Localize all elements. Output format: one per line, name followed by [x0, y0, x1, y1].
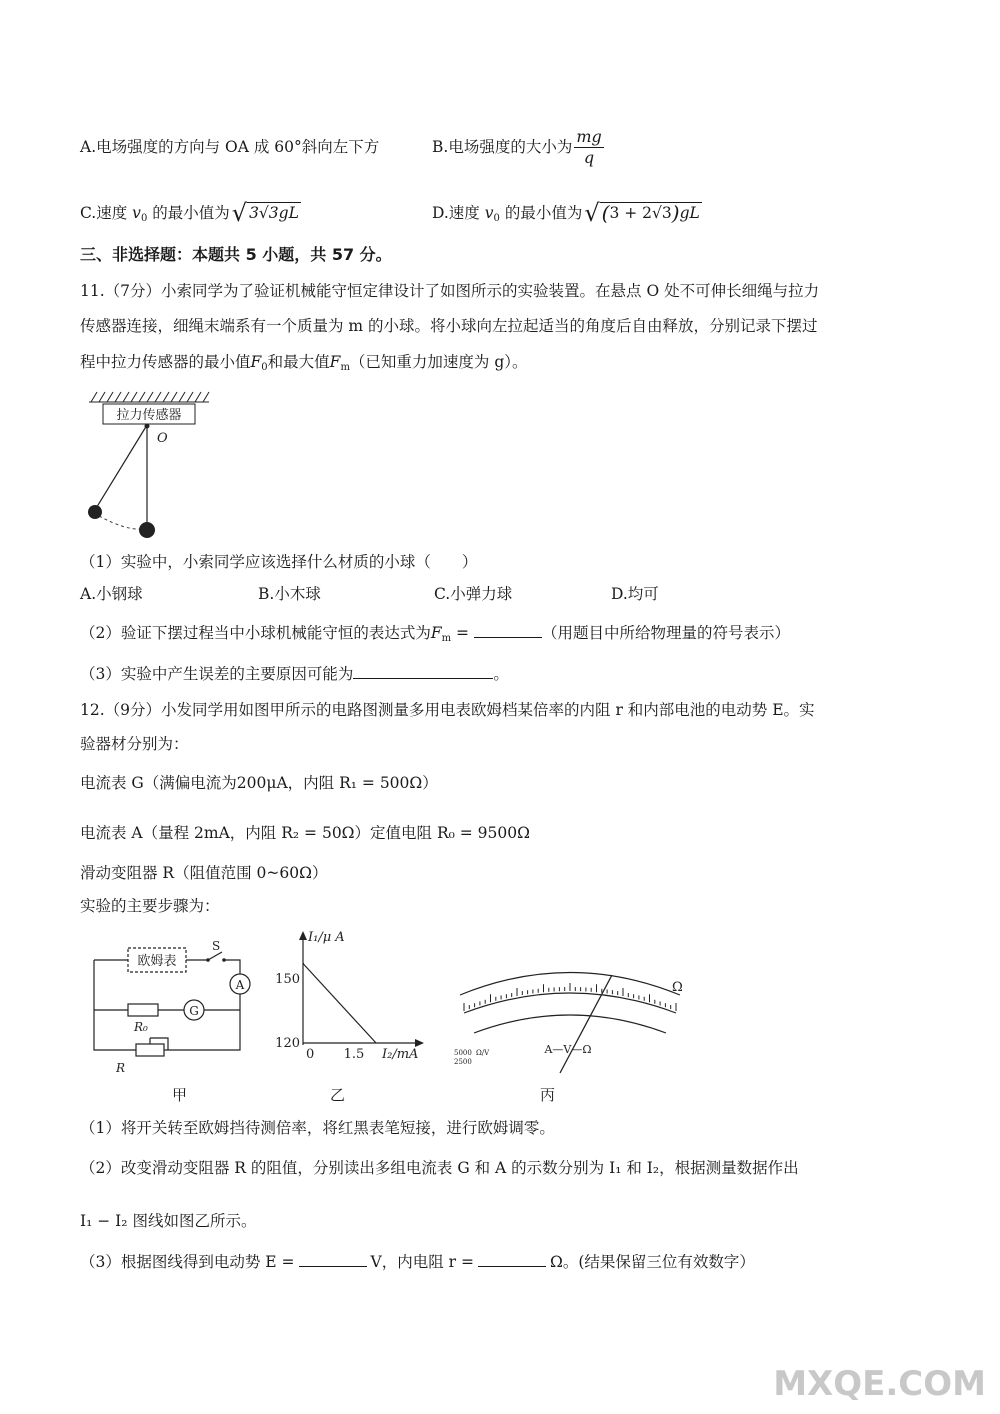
answer-blank[interactable] [474, 623, 542, 638]
x-tick-0: 0 [306, 1047, 315, 1062]
q12-material-3: 滑动变阻器 R（阻值范围 0~60Ω） [80, 864, 328, 882]
var-f-sub: m [340, 362, 350, 373]
ohmmeter-label: 欧姆表 [137, 954, 177, 969]
sqrt-icon: √ [231, 199, 248, 227]
label-5000: 5000 [454, 1049, 472, 1057]
option-c [80, 199, 301, 230]
var-f: F [250, 353, 262, 371]
watermark: MXQE.COM [773, 1364, 986, 1404]
caption-bing: 丙 [540, 1086, 556, 1104]
q11-part-3-a: （3）实验中产生误差的主要原因可能为 [80, 665, 354, 683]
multimeter-dial [450, 955, 690, 1080]
switch-blade [208, 952, 222, 960]
var-v-sub: 0 [493, 213, 500, 224]
answer-blank-e[interactable] [299, 1252, 367, 1267]
y-axis-label: I₁/μ A [308, 930, 345, 945]
label-2500: 2500 [454, 1058, 472, 1066]
q12-step-2-cont: I₁ − I₂ 图线如图乙所示。 [80, 1212, 257, 1230]
var-f-sub: m [441, 633, 452, 644]
radicand-inner: 3 + 2√3 [609, 204, 672, 222]
q11-line-3 [80, 351, 528, 379]
option-d-mid: 的最小值为 [504, 204, 583, 222]
q12-step-3 [80, 1251, 755, 1273]
x-tick-1-5: 1.5 [343, 1047, 365, 1062]
var-v: v [484, 204, 494, 222]
q11-part-2-a: （2）验证下摆过程当中小球机械能守恒的表达式为 [80, 624, 431, 642]
dial-arc-mid [464, 993, 676, 1013]
sqrt-icon: √ [584, 199, 600, 227]
x-axis-label: I₂/mA [382, 1047, 419, 1062]
x-axis-arrow-icon [415, 1039, 424, 1047]
r-label: R [116, 1061, 126, 1075]
wire-right [164, 994, 240, 1050]
q12-step-2: （2）改变滑动变阻器 R 的阻值，分别读出多组电流表 G 和 A 的示数分别为 I₁ 和 I₂，根据测量数据作出 [80, 1159, 799, 1177]
fraction-mg-over-q [574, 127, 603, 168]
q11-opt-a: A.小钢球 [80, 585, 143, 603]
switch-node [206, 958, 210, 962]
q11-opt-b: B.小木球 [258, 585, 321, 603]
caption-yi: 乙 [330, 1086, 346, 1104]
resistor-r0 [128, 1004, 158, 1016]
fraction-denominator: q [583, 147, 595, 167]
label-ohm-v: Ω/V [476, 1049, 490, 1057]
q11-part-2 [80, 622, 790, 650]
dial-arc-inner [474, 1015, 666, 1033]
q11-line-1: 11.（7分）小索同学为了验证机械能守恒定律设计了如图所示的实验装置。在悬点 O 处不可伸长细绳与拉力 [80, 282, 820, 300]
pendulum-figure [85, 388, 215, 543]
y-tick-120: 120 [275, 1036, 300, 1051]
i1-i2-graph [270, 925, 430, 1075]
omega-label: Ω [672, 980, 683, 995]
q11-line-3-b: 和最大值 [267, 353, 330, 371]
data-line [303, 964, 376, 1044]
option-c-label: C.速度 [80, 204, 128, 222]
radicand: 3√3gL [249, 204, 299, 222]
fraction-numerator: mg [576, 126, 602, 146]
q11-opt-d: D.均可 [611, 585, 659, 603]
q12-step-3-c: Ω。(结果保留三位有效数字） [549, 1253, 755, 1271]
option-a: A.电场强度的方向与 OA 成 60°斜向左下方 [80, 138, 380, 156]
var-f: F [430, 624, 442, 642]
pivot-label-o: O [157, 431, 168, 446]
string-left [95, 425, 147, 510]
q12-material-1: 电流表 G（满偏电流为200μA，内阻 R₁ = 500Ω） [80, 774, 438, 792]
y-axis-arrow-icon [299, 931, 307, 940]
q11-part-3 [80, 663, 509, 685]
caption-jia: 甲 [172, 1086, 188, 1104]
q11-opt-c: C.小弹力球 [434, 585, 513, 603]
ceiling-hatch [89, 392, 209, 402]
q12-step-1: （1）将开关转至欧姆挡待测倍率，将红黑表笔短接，进行欧姆调零。 [80, 1119, 555, 1137]
option-c-mid: 的最小值为 [152, 204, 230, 222]
answer-blank[interactable] [353, 664, 493, 679]
var-f-sub: 0 [261, 362, 268, 373]
wire-left [94, 960, 136, 1050]
option-b [432, 122, 604, 172]
var-v-sub: 0 [140, 213, 148, 224]
q12-step-3-b: V，内电阻 r = [370, 1253, 474, 1271]
y-tick-150: 150 [275, 972, 300, 987]
var-v: v [132, 204, 141, 222]
circuit-diagram [88, 938, 263, 1078]
r0-label: R₀ [134, 1020, 148, 1034]
option-b-label: B.电场强度的大小为 [432, 138, 573, 156]
q12-step-3-a: （3）根据图线得到电动势 E = [80, 1253, 295, 1271]
q12-line-1: 12.（9分）小发同学用如图甲所示的电路图测量多用电表欧姆档某倍率的内阻 r 和内部电池的电动势 E。实 [80, 701, 815, 719]
equals-sign: = [451, 624, 474, 642]
q12-line-2: 验器材分别为： [80, 735, 189, 753]
switch-node [222, 958, 226, 962]
q11-part-3-b: 。 [493, 665, 509, 683]
ball-left [88, 505, 102, 519]
rheostat-r [136, 1044, 164, 1056]
q11-line-3-a: 程中拉力传感器的最小值 [80, 353, 251, 371]
sensor-label: 拉力传感器 [116, 408, 182, 423]
dial-ticks [464, 983, 676, 1011]
var-f: F [329, 353, 341, 371]
pivot-point [145, 424, 150, 429]
radicand: (3 + 2√3)gL [601, 201, 700, 225]
option-d-label: D.速度 [432, 204, 480, 222]
section-header: 三、非选择题：本题共 5 小题，共 57 分。 [80, 245, 392, 264]
q11-line-2: 传感器连接，细绳末端系有一个质量为 m 的小球。将小球向左拉起适当的角度后自由释放，分别记录下摆过 [80, 317, 818, 335]
q12-material-2: 电流表 A（量程 2mA，内阻 R₂ = 50Ω）定值电阻 R₀ = 9500Ω [80, 824, 530, 842]
q12-steps-heading: 实验的主要步骤为： [80, 897, 220, 915]
galvanometer-label: G [189, 1004, 199, 1018]
q11-line-3-c: （已知重力加速度为 g）。 [349, 353, 528, 371]
avo-label: A—V—Ω [544, 1043, 592, 1056]
q11-part-1: （1）实验中，小索同学应该选择什么材质的小球（ ） [80, 553, 478, 571]
switch-label: S [212, 939, 221, 953]
swing-arc [99, 516, 141, 529]
ball-bottom [139, 522, 155, 538]
wire-top-3 [224, 960, 240, 974]
answer-blank-r[interactable] [478, 1252, 546, 1267]
q11-part-2-b: （用题目中所给物理量的符号表示） [541, 624, 790, 642]
option-d [432, 199, 702, 230]
ammeter-label: A [235, 978, 245, 992]
radicand-tail: gL [679, 204, 700, 222]
